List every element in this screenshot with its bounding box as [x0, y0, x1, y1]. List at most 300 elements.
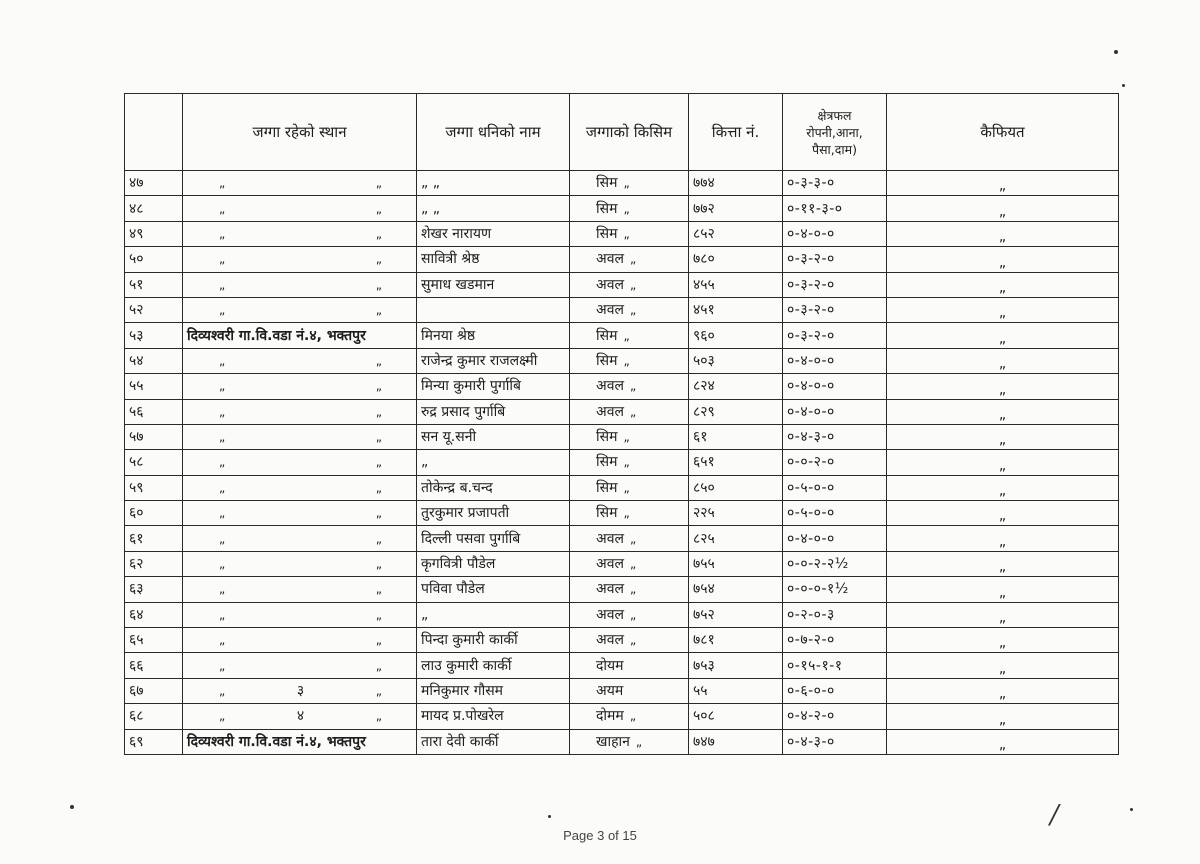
land-type-cell	[570, 526, 689, 551]
table-row	[125, 526, 1119, 551]
land-type-row	[574, 580, 684, 598]
land-type-cell	[570, 704, 689, 729]
ditto-mark: „	[219, 303, 226, 318]
ditto-mark: „	[219, 506, 226, 521]
land-type-label: अवल	[596, 606, 624, 623]
land-type-row	[574, 174, 684, 192]
remarks-cell: „	[887, 221, 1119, 246]
kitta-number-cell: ५०३	[689, 348, 783, 373]
location-ditto-row	[187, 250, 412, 268]
land-type-label: सिम	[596, 175, 618, 192]
kitta-number-cell: ८५२	[689, 221, 783, 246]
location-cell	[183, 628, 417, 653]
header-remarks: कैफियत	[887, 94, 1119, 171]
land-type-row	[574, 200, 684, 218]
header-area-line3: पैसा,दाम)	[812, 141, 857, 157]
serial-number-cell: ४८	[125, 196, 183, 221]
location-ditto-row	[187, 428, 412, 446]
land-type-label: अवल	[596, 378, 624, 395]
land-type-row	[574, 733, 684, 751]
ditto-mark: „	[375, 379, 382, 394]
kitta-number-cell: ८२४	[689, 374, 783, 399]
land-type-cell	[570, 551, 689, 576]
table-row	[125, 272, 1119, 297]
table-row	[125, 424, 1119, 449]
remarks-cell: „	[887, 171, 1119, 196]
land-type-row	[574, 276, 684, 294]
land-type-row	[574, 453, 684, 471]
land-type-cell	[570, 628, 689, 653]
land-type-label: अवल	[596, 302, 624, 319]
land-type-row	[574, 606, 684, 624]
location-cell	[183, 704, 417, 729]
land-type-row	[574, 707, 684, 725]
table-row	[125, 374, 1119, 399]
land-type-cell	[570, 247, 689, 272]
serial-number-cell: ५७	[125, 424, 183, 449]
kitta-number-cell: ७८१	[689, 628, 783, 653]
land-type-row	[574, 530, 684, 548]
ditto-mark: „	[375, 455, 382, 470]
location-ditto-row	[187, 580, 412, 598]
location-cell	[183, 450, 417, 475]
land-type-label: अवल	[596, 581, 624, 598]
land-type-row	[574, 225, 684, 243]
ditto-mark: „	[375, 557, 382, 572]
ditto-mark: „	[623, 201, 630, 216]
ditto-mark: „	[375, 684, 382, 698]
owner-name-cell: तारा देवी कार्की	[417, 729, 570, 754]
header-area	[783, 94, 887, 171]
land-type-label: सिम	[596, 429, 618, 446]
table-row	[125, 247, 1119, 272]
kitta-number-cell: ४५१	[689, 297, 783, 322]
header-sn	[125, 94, 183, 171]
land-type-label: सिम	[596, 505, 618, 522]
area-cell: ०-०-२-०	[783, 450, 887, 475]
ditto-mark: „	[219, 709, 226, 724]
table-row	[125, 348, 1119, 373]
remarks-cell: „	[887, 501, 1119, 526]
owner-name-cell: लाउ कुमारी कार्की	[417, 653, 570, 678]
location-ditto-row	[187, 377, 412, 395]
land-type-label: अवल	[596, 556, 624, 573]
owner-name-cell: कृगवित्री पौडेल	[417, 551, 570, 576]
area-cell: ०-४-०-०	[783, 348, 887, 373]
area-cell: ०-४-०-०	[783, 399, 887, 424]
serial-number-cell: ६१	[125, 526, 183, 551]
ditto-mark: „	[375, 480, 382, 495]
remarks-cell: „	[887, 399, 1119, 424]
serial-number-cell: ६६	[125, 653, 183, 678]
table-row	[125, 501, 1119, 526]
header-kitta-no: कित्ता नं.	[689, 94, 783, 171]
owner-name-cell: तुरकुमार प्रजापती	[417, 501, 570, 526]
ditto-mark: „	[219, 607, 226, 622]
ditto-mark: „	[219, 633, 226, 648]
table-row	[125, 196, 1119, 221]
kitta-number-cell: ७५३	[689, 653, 783, 678]
location-ditto-row	[187, 504, 412, 522]
area-cell: ०-११-३-०	[783, 196, 887, 221]
remarks-cell: „	[887, 374, 1119, 399]
kitta-number-cell: ८२५	[689, 526, 783, 551]
owner-name-cell: मायद प्र.पोखरेल	[417, 704, 570, 729]
ditto-mark: „	[219, 557, 226, 572]
land-type-cell	[570, 348, 689, 373]
remarks-cell: „	[887, 729, 1119, 754]
scan-speck	[1122, 84, 1125, 87]
location-ditto-row	[187, 631, 412, 649]
table-row	[125, 704, 1119, 729]
area-cell: ०-५-०-०	[783, 501, 887, 526]
ditto-mark: „	[375, 303, 382, 318]
location-cell	[183, 171, 417, 196]
area-cell: ०-३-३-०	[783, 171, 887, 196]
ditto-mark: „	[219, 430, 226, 445]
ditto-mark: „	[629, 531, 637, 546]
serial-number-cell: ५२	[125, 297, 183, 322]
table-row	[125, 399, 1119, 424]
ditto-mark: „	[629, 607, 637, 622]
remarks-cell: „	[887, 475, 1119, 500]
remarks-cell: „	[887, 348, 1119, 373]
ditto-mark: „	[623, 506, 630, 521]
owner-name-cell: „ „	[417, 196, 570, 221]
land-type-cell	[570, 424, 689, 449]
area-cell: ०-३-२-०	[783, 247, 887, 272]
kitta-number-cell: ७७२	[689, 196, 783, 221]
location-ditto-row	[187, 707, 412, 725]
land-type-label: सिम	[596, 352, 618, 369]
kitta-number-cell: ५०८	[689, 704, 783, 729]
ditto-mark: „	[219, 252, 226, 267]
remarks-cell: „	[887, 323, 1119, 348]
location-cell	[183, 602, 417, 627]
header-location: जग्गा रहेको स्थान	[183, 94, 417, 171]
owner-name-cell: मिनया श्रेष्ठ	[417, 323, 570, 348]
land-type-cell	[570, 577, 689, 602]
table-row	[125, 221, 1119, 246]
ditto-mark: „	[219, 531, 226, 546]
land-type-label: सिम	[596, 200, 618, 217]
ditto-mark: „	[219, 480, 226, 495]
kitta-number-cell: ६१	[689, 424, 783, 449]
location-cell	[183, 475, 417, 500]
serial-number-cell: ६५	[125, 628, 183, 653]
location-ditto-row	[187, 555, 412, 573]
location-ditto-row	[187, 530, 412, 548]
ditto-mark: „	[375, 201, 382, 216]
land-type-cell	[570, 450, 689, 475]
serial-number-cell: ६३	[125, 577, 183, 602]
table-row	[125, 551, 1119, 576]
ditto-mark: „	[219, 455, 226, 470]
header-owner: जग्गा धनिको नाम	[417, 94, 570, 171]
kitta-number-cell: ७८०	[689, 247, 783, 272]
owner-name-cell: „	[417, 450, 570, 475]
owner-name-cell: तोकेन्द्र ब.चन्द	[417, 475, 570, 500]
land-type-row	[574, 682, 684, 700]
ditto-mark: „	[375, 277, 382, 292]
serial-number-cell: ४९	[125, 221, 183, 246]
land-type-label: खाहान	[596, 733, 630, 750]
ditto-mark: „	[219, 201, 226, 216]
table-row	[125, 297, 1119, 322]
land-type-cell	[570, 196, 689, 221]
location-cell	[183, 424, 417, 449]
area-cell: ०-०-०-१½	[783, 577, 887, 602]
ditto-mark: „	[219, 353, 226, 368]
ditto-mark: „	[219, 404, 226, 419]
ditto-mark: „	[623, 430, 630, 445]
location-ditto-row	[187, 682, 412, 700]
land-type-row	[574, 250, 684, 268]
serial-number-cell: ५१	[125, 272, 183, 297]
kitta-number-cell: ७५५	[689, 551, 783, 576]
table-row	[125, 475, 1119, 500]
remarks-cell: „	[887, 297, 1119, 322]
location-cell: दिव्यश्वरी गा.वि.वडा नं.४, भक्तपुर	[183, 323, 417, 348]
serial-number-cell: ५९	[125, 475, 183, 500]
land-type-label: अवल	[596, 530, 624, 547]
remarks-cell: „	[887, 247, 1119, 272]
location-cell	[183, 399, 417, 424]
land-type-row	[574, 479, 684, 497]
table-row	[125, 653, 1119, 678]
ditto-mark: „	[375, 176, 382, 191]
ditto-mark: „	[623, 353, 630, 368]
land-type-label: अवल	[596, 251, 624, 268]
scan-speck	[70, 805, 74, 809]
ward-number: ३	[296, 683, 305, 699]
ditto-mark: „	[623, 480, 630, 495]
remarks-cell: „	[887, 602, 1119, 627]
location-ditto-row	[187, 479, 412, 497]
owner-name-cell	[417, 297, 570, 322]
table-row	[125, 628, 1119, 653]
remarks-cell: „	[887, 577, 1119, 602]
location-cell: दिव्यश्वरी गा.वि.वडा नं.४, भक्तपुर	[183, 729, 417, 754]
ditto-mark: „	[629, 277, 637, 292]
serial-number-cell: ५४	[125, 348, 183, 373]
ditto-mark: „	[629, 379, 637, 394]
area-cell: ०-४-०-०	[783, 526, 887, 551]
location-cell	[183, 297, 417, 322]
land-type-cell	[570, 501, 689, 526]
land-type-cell	[570, 323, 689, 348]
ditto-mark: „	[629, 404, 637, 419]
area-cell: ०-४-३-०	[783, 424, 887, 449]
owner-name-cell: दिल्ली पसवा पुर्गाबि	[417, 526, 570, 551]
location-cell	[183, 526, 417, 551]
table-row	[125, 678, 1119, 703]
kitta-number-cell: ७४७	[689, 729, 783, 754]
land-type-cell	[570, 399, 689, 424]
ditto-mark: „	[629, 252, 637, 267]
location-ditto-row	[187, 403, 412, 421]
location-ditto-row	[187, 606, 412, 624]
land-type-cell	[570, 678, 689, 703]
scan-speck	[1130, 808, 1133, 811]
ward-number: ४	[296, 708, 305, 725]
table-row	[125, 577, 1119, 602]
ditto-mark: „	[375, 430, 382, 445]
pen-stroke-mark: /	[1050, 800, 1059, 830]
area-cell: ०-६-०-०	[783, 678, 887, 703]
serial-number-cell: ६४	[125, 602, 183, 627]
owner-name-cell: „ „	[417, 171, 570, 196]
ditto-mark: „	[375, 404, 382, 419]
remarks-cell: „	[887, 196, 1119, 221]
kitta-number-cell: ५५	[689, 678, 783, 703]
table-header-row	[125, 94, 1119, 171]
area-cell: ०-४-०-०	[783, 221, 887, 246]
ditto-mark: „	[375, 633, 382, 648]
ditto-mark: „	[623, 455, 630, 470]
ditto-mark: „	[629, 582, 637, 597]
ditto-mark: „	[375, 531, 382, 546]
ditto-mark: „	[219, 658, 226, 673]
scan-speck	[1114, 50, 1118, 54]
location-cell	[183, 577, 417, 602]
land-type-label: सिम	[596, 479, 618, 496]
owner-name-cell: मनिकुमार गौसम	[417, 678, 570, 703]
land-type-cell	[570, 374, 689, 399]
ditto-mark: „	[219, 582, 226, 597]
land-type-row	[574, 631, 684, 649]
header-land-type: जग्गाको किसिम	[570, 94, 689, 171]
remarks-cell: „	[887, 704, 1119, 729]
header-area-line2: रोपनी,आना,	[806, 124, 863, 140]
location-ditto-row	[187, 200, 412, 218]
serial-number-cell: ५६	[125, 399, 183, 424]
land-type-label: सिम	[596, 454, 618, 471]
kitta-number-cell: ४५५	[689, 272, 783, 297]
ditto-mark: „	[375, 582, 382, 597]
land-type-cell	[570, 171, 689, 196]
land-type-row	[574, 377, 684, 395]
land-type-label: सिम	[596, 225, 618, 242]
ditto-mark: „	[375, 658, 382, 673]
ditto-mark: „	[623, 226, 630, 241]
serial-number-cell: ६९	[125, 729, 183, 754]
ditto-mark: „	[375, 709, 382, 724]
location-ditto-row	[187, 352, 412, 370]
table-row	[125, 602, 1119, 627]
ditto-mark: „	[629, 633, 637, 648]
location-ditto-row	[187, 276, 412, 294]
land-type-label: सिम	[596, 327, 618, 344]
serial-number-cell: ६०	[125, 501, 183, 526]
serial-number-cell: ५३	[125, 323, 183, 348]
location-cell	[183, 196, 417, 221]
area-cell: ०-४-३-०	[783, 729, 887, 754]
owner-name-cell: पिन्दा कुमारी कार्की	[417, 628, 570, 653]
owner-name-cell: मिन्या कुमारी पुर्गाबि	[417, 374, 570, 399]
area-cell: ०-४-०-०	[783, 374, 887, 399]
kitta-number-cell: २२५	[689, 501, 783, 526]
land-type-row	[574, 403, 684, 421]
ditto-mark: „	[375, 607, 382, 622]
area-cell: ०-२-०-३	[783, 602, 887, 627]
location-cell	[183, 678, 417, 703]
land-type-label: दोमम	[596, 708, 624, 725]
table-row	[125, 323, 1119, 348]
kitta-number-cell: ७७४	[689, 171, 783, 196]
ditto-mark: „	[219, 277, 226, 292]
serial-number-cell: ५८	[125, 450, 183, 475]
kitta-number-cell: ८५०	[689, 475, 783, 500]
serial-number-cell: ४७	[125, 171, 183, 196]
owner-name-cell: „	[417, 602, 570, 627]
table-body	[125, 171, 1119, 755]
land-record-table	[124, 93, 1119, 755]
land-type-cell	[570, 602, 689, 627]
ditto-mark: „	[623, 176, 630, 191]
owner-name-cell: राजेन्द्र कुमार राजलक्ष्मी	[417, 348, 570, 373]
land-type-label: अवल	[596, 632, 624, 649]
location-cell	[183, 272, 417, 297]
ditto-mark: „	[219, 176, 226, 191]
remarks-cell: „	[887, 678, 1119, 703]
remarks-cell: „	[887, 653, 1119, 678]
owner-name-cell: शेखर नारायण	[417, 221, 570, 246]
table-row	[125, 171, 1119, 196]
ditto-mark: „	[635, 734, 643, 749]
land-type-cell	[570, 653, 689, 678]
location-cell	[183, 653, 417, 678]
ditto-mark: „	[375, 506, 382, 521]
kitta-number-cell: ९६०	[689, 323, 783, 348]
land-type-cell	[570, 272, 689, 297]
location-cell	[183, 247, 417, 272]
remarks-cell: „	[887, 526, 1119, 551]
serial-number-cell: ६७	[125, 678, 183, 703]
ditto-mark: „	[375, 353, 382, 368]
location-ditto-row	[187, 174, 412, 192]
remarks-cell: „	[887, 551, 1119, 576]
area-cell: ०-१५-१-१	[783, 653, 887, 678]
land-type-cell	[570, 221, 689, 246]
area-cell: ०-३-२-०	[783, 323, 887, 348]
area-cell: ०-३-२-०	[783, 272, 887, 297]
serial-number-cell: ६८	[125, 704, 183, 729]
land-type-row	[574, 555, 684, 573]
land-type-cell	[570, 475, 689, 500]
location-cell	[183, 221, 417, 246]
page-number: Page 3 of 15	[563, 828, 637, 843]
location-ditto-row	[187, 301, 412, 319]
serial-number-cell: ५५	[125, 374, 183, 399]
kitta-number-cell: ७५२	[689, 602, 783, 627]
location-cell	[183, 374, 417, 399]
ditto-mark: „	[219, 684, 226, 698]
table-row	[125, 729, 1119, 754]
land-type-label: अयम	[596, 683, 624, 699]
land-type-row	[574, 301, 684, 319]
land-type-row	[574, 327, 684, 345]
serial-number-cell: ५०	[125, 247, 183, 272]
owner-name-cell: सुमाध खडमान	[417, 272, 570, 297]
remarks-cell: „	[887, 628, 1119, 653]
ditto-mark: „	[623, 328, 630, 343]
land-type-label: अवल	[596, 276, 624, 293]
land-type-row	[574, 352, 684, 370]
land-type-cell	[570, 297, 689, 322]
land-type-row	[574, 428, 684, 446]
area-cell: ०-७-२-०	[783, 628, 887, 653]
